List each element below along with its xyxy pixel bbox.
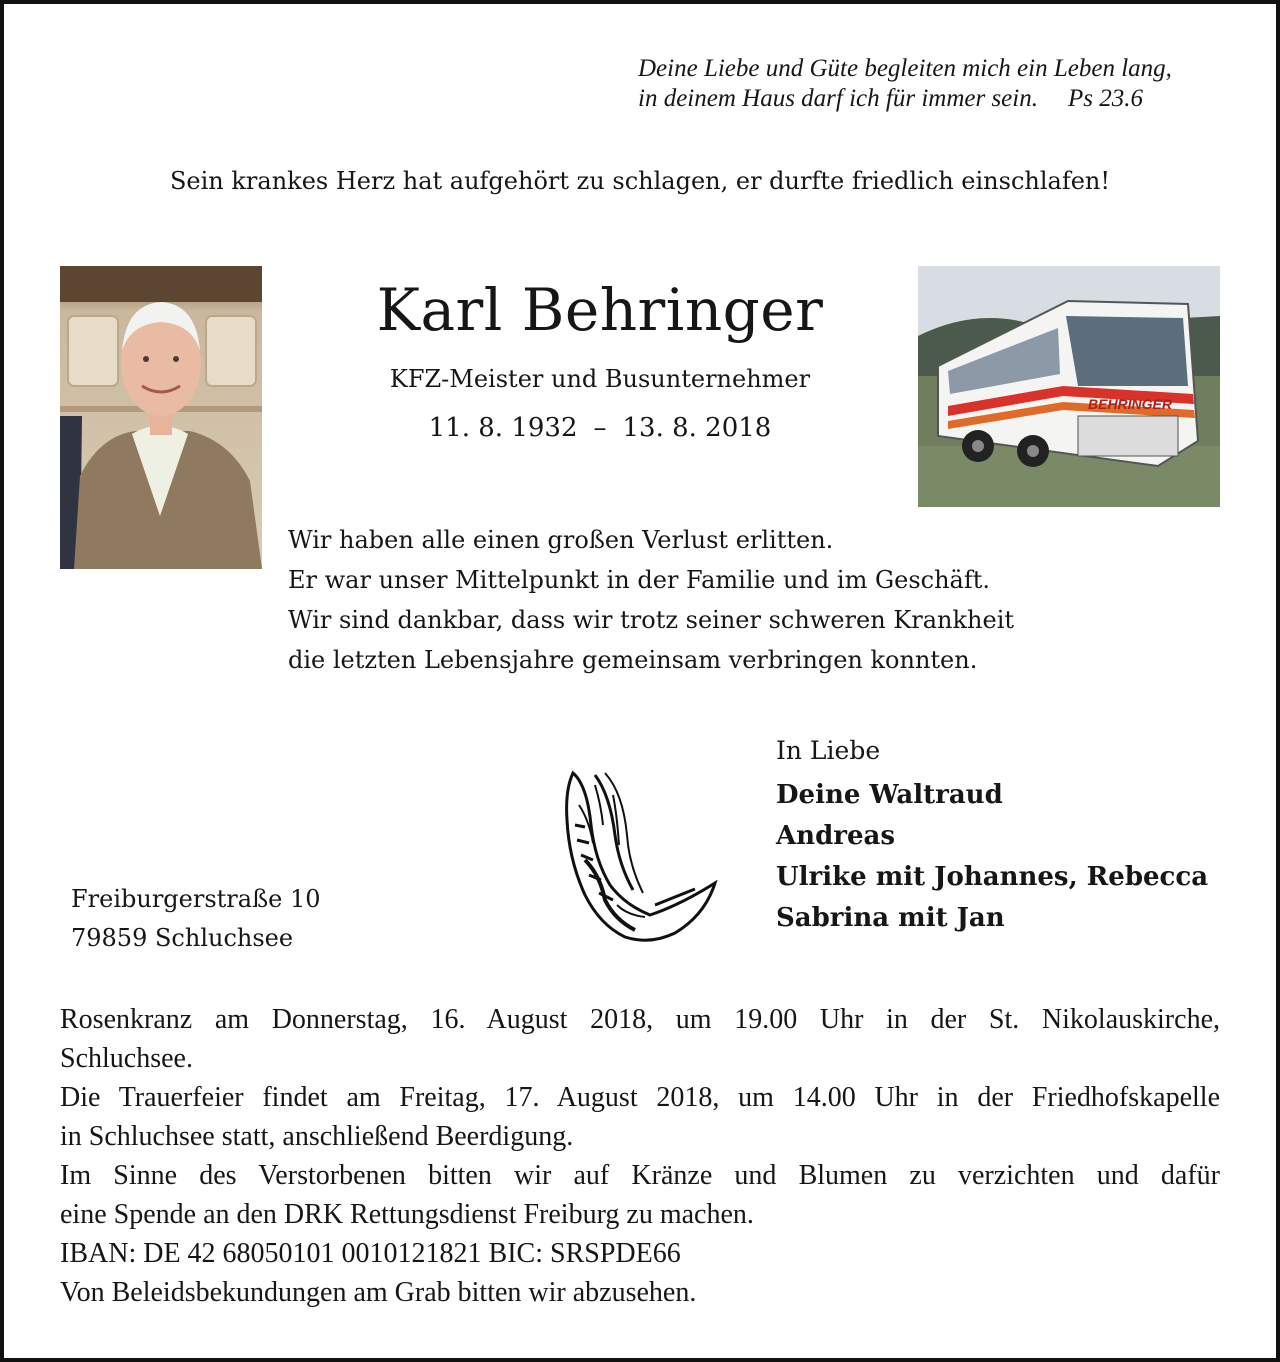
address-city: 79859 Schluchsee [71,924,294,952]
remembrance-line: Wir sind dankbar, dass wir trotz seiner schweren Krankheit [288,606,1015,634]
remembrance-line: Wir haben alle einen großen Verlust erlitten. [288,526,834,554]
family-member: Ulrike mit Johannes, Rebecca [776,862,1209,892]
notice-line: IBAN: DE 42 68050101 0010121821 BIC: SRSPDE66 [60,1238,681,1269]
address-street: Freiburgerstraße 10 [71,885,321,913]
remembrance-text [288,520,1014,680]
remembrance-line: Er war unser Mittelpunkt in der Familie und im Geschäft. [288,566,991,594]
portrait-photo [60,266,262,569]
intro-line: Sein krankes Herz hat aufgehört zu schlagen, er durfte friedlich einschlafen! [169,167,1111,195]
bus-photo [918,266,1220,507]
family-members [776,775,1208,939]
psalm-quote [638,54,1172,114]
notice-line: Schluchsee. [60,1043,193,1074]
notice-line: Im Sinne des Verstorbenen bitten wir auf Kränze und Blumen zu verzichten und dafür [60,1160,1220,1191]
family-member: Sabrina mit Jan [776,903,1005,933]
bus-logo-text: BEHRINGER [1088,396,1173,412]
address [71,880,320,958]
death-date: 13. 8. 2018 [622,413,772,443]
quote-line-1: Deine Liebe und Güte begleiten mich ein Leben lang, [638,55,1172,82]
praying-hands-icon [555,765,720,945]
notice-line: Die Trauerfeier findet am Freitag, 17. August 2018, um 14.00 Uhr in der Friedhofskapelle [60,1082,1220,1113]
funeral-notice [60,1000,1220,1312]
life-dates [300,408,900,448]
remembrance-line: die letzten Lebensjahre gemeinsam verbringen konnten. [288,646,978,674]
quote-line-2-text: in deinem Haus darf ich für immer sein. [638,85,1038,112]
family-member: Deine Waltraud [776,780,1003,810]
quote-line-2 [638,84,1172,114]
quote-reference: Ps 23.6 [1067,85,1143,112]
notice-line: Von Beleidsbekundungen am Grab bitten wir abzusehen. [60,1277,697,1308]
notice-line: eine Spende an den DRK Rettungsdienst Freiburg zu machen. [60,1199,754,1230]
family-heading: In Liebe [776,736,881,765]
notice-line: Rosenkranz am Donnerstag, 16. August 2018, um 19.00 Uhr in der St. Nikolauskirche, [60,1004,1220,1035]
birth-date: 11. 8. 1932 [428,413,578,443]
profession: KFZ-Meister und Busunternehmer [389,365,811,393]
notice-line: in Schluchsee statt, anschließend Beerdigung. [60,1121,574,1152]
deceased-name: Karl Behringer [376,276,824,344]
family-member: Andreas [776,821,895,851]
date-dash: – [593,413,607,443]
